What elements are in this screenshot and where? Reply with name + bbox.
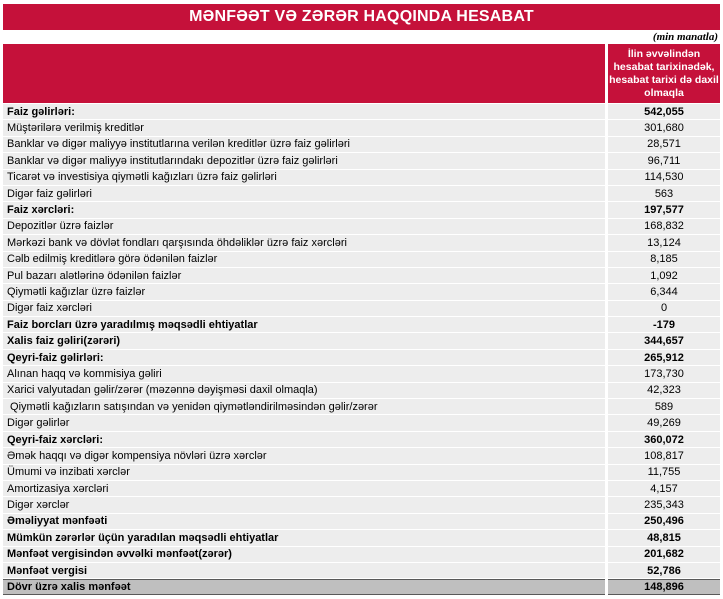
row-value: 344,657 [608, 333, 720, 348]
unit-note: (min manatla) [652, 31, 718, 43]
table-row [3, 301, 720, 317]
table-row [3, 120, 720, 136]
row-label: Digər gəlirlər [3, 415, 605, 430]
table-row [3, 333, 720, 349]
row-label: Mərkəzi bank və dövlət fondları qarşısında öhdəliklər üzrə faiz xərcləri [3, 235, 605, 250]
row-value: 148,896 [608, 579, 720, 594]
row-label: Mənfəət vergisi [3, 563, 605, 578]
table-header-empty-cell [3, 44, 605, 103]
table-row [3, 432, 720, 448]
table-row [3, 530, 720, 546]
table-row [3, 448, 720, 464]
table-row [3, 235, 720, 251]
row-label: Ticarət və investisiya qiymətli kağızları üzrə faiz gəlirləri [3, 170, 605, 185]
row-value: 563 [608, 186, 720, 201]
row-value: 173,730 [608, 366, 720, 381]
row-label: Banklar və digər maliyyə institutlarındakı depozitlər üzrə faiz gəlirləri [3, 153, 605, 168]
table-row [3, 252, 720, 268]
row-label: Qiymətli kağızların satışından və yenidən qiymətləndirilməsindən gəlir/zərər [3, 399, 605, 414]
table-row [3, 465, 720, 481]
row-value: 48,815 [608, 530, 720, 545]
row-label: Əmək haqqı və digər kompensiya növləri üzrə xərclər [3, 448, 605, 463]
row-value: 114,530 [608, 170, 720, 185]
row-label: Pul bazarı alətlərinə ödənilən faizlər [3, 268, 605, 283]
row-value: 13,124 [608, 235, 720, 250]
row-value: 49,269 [608, 415, 720, 430]
row-value: 28,571 [608, 137, 720, 152]
row-label: Xalis faiz gəliri(zərəri) [3, 333, 605, 348]
table-row [3, 514, 720, 530]
row-label: Qiymətli kağızlar üzrə faizlər [3, 284, 605, 299]
row-value: 265,912 [608, 350, 720, 365]
table-row [3, 104, 720, 120]
row-label: Müştərilərə verilmiş kreditlər [3, 120, 605, 135]
row-label: Depozitlər üzrə faizlər [3, 219, 605, 234]
table-row [3, 284, 720, 300]
row-label: Ümumi və inzibati xərclər [3, 465, 605, 480]
row-label: Dövr üzrə xalis mənfəət [3, 579, 605, 594]
table-row [3, 202, 720, 218]
report-title: MƏNFƏƏT VƏ ZƏRƏR HAQQINDA HESABAT [189, 8, 534, 25]
row-value: -179 [608, 317, 720, 332]
row-label: Digər faiz xərcləri [3, 301, 605, 316]
table-row [3, 366, 720, 382]
row-value: 96,711 [608, 153, 720, 168]
row-label: Mənfəət vergisindən əvvəlki mənfəət(zərər) [3, 547, 605, 562]
row-value: 235,343 [608, 497, 720, 512]
table-row [3, 481, 720, 497]
table-row [3, 383, 720, 399]
value-column-header: İlin əvvəlindən hesabat tarixinədək, hesabat tarixi də daxil olmaqla [608, 44, 720, 103]
row-value: 250,496 [608, 514, 720, 529]
table-row [3, 497, 720, 513]
row-value: 589 [608, 399, 720, 414]
row-value: 108,817 [608, 448, 720, 463]
table-row [3, 186, 720, 202]
table-row [3, 350, 720, 366]
report-title-banner [3, 4, 720, 30]
row-value: 168,832 [608, 219, 720, 234]
table-row [3, 268, 720, 284]
row-value: 4,157 [608, 481, 720, 496]
row-value: 360,072 [608, 432, 720, 447]
row-value: 8,185 [608, 252, 720, 267]
row-label: Banklar və digər maliyyə institutlarına verilən kreditlər üzrə faiz gəlirləri [3, 137, 605, 152]
row-value: 542,055 [608, 104, 720, 119]
table-row [3, 170, 720, 186]
table-row [3, 547, 720, 563]
table-row [3, 399, 720, 415]
row-label: Qeyri-faiz xərcləri: [3, 432, 605, 447]
row-label: Digər faiz gəlirləri [3, 186, 605, 201]
table-body [3, 104, 720, 596]
table-row [3, 153, 720, 169]
table-row [3, 219, 720, 235]
row-label: Faiz gəlirləri: [3, 104, 605, 119]
table-row [3, 579, 720, 595]
row-label: Qeyri-faiz gəlirləri: [3, 350, 605, 365]
table-row [3, 317, 720, 333]
row-value: 52,786 [608, 563, 720, 578]
table-header-row [3, 44, 720, 103]
row-label: Alınan haqq və kommisiya gəliri [3, 366, 605, 381]
row-label: Faiz xərcləri: [3, 202, 605, 217]
row-value: 0 [608, 301, 720, 316]
row-label: Cəlb edilmiş kreditlərə görə ödənilən faizlər [3, 252, 605, 267]
row-label: Mümkün zərərlər üçün yaradılan məqsədli ehtiyatlar [3, 530, 605, 545]
row-value: 11,755 [608, 465, 720, 480]
row-label: Digər xərclər [3, 497, 605, 512]
table-row [3, 415, 720, 431]
row-value: 197,577 [608, 202, 720, 217]
row-label: Faiz borcları üzrə yaradılmış məqsədli ehtiyatlar [3, 317, 605, 332]
row-label: Əməliyyat mənfəəti [3, 514, 605, 529]
table-row [3, 563, 720, 579]
row-label: Amortizasiya xərcləri [3, 481, 605, 496]
row-value: 6,344 [608, 284, 720, 299]
row-value: 42,323 [608, 383, 720, 398]
row-value: 201,682 [608, 547, 720, 562]
row-label: Xarici valyutadan gəlir/zərər (məzənnə dəyişməsi daxil olmaqla) [3, 383, 605, 398]
row-value: 1,092 [608, 268, 720, 283]
row-value: 301,680 [608, 120, 720, 135]
table-row [3, 137, 720, 153]
